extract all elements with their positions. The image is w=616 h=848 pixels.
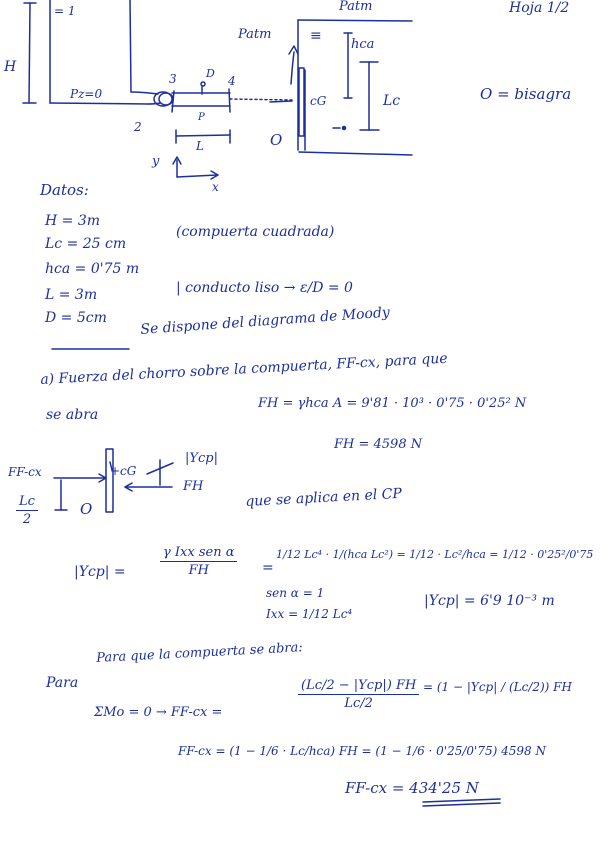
datos-line-Lc: Lc = 25 cm [45, 236, 127, 252]
tank-bottom [50, 103, 148, 104]
ycp-fraction [160, 546, 237, 577]
ixx-line: Ixx = 1/12 Lc⁴ [266, 607, 353, 621]
jet-line [230, 99, 292, 100]
fbd-ycp-label: |Ycp| [185, 451, 218, 466]
datos-heading: Datos: [40, 181, 89, 199]
datos-line-D: D = 5cm [45, 310, 107, 326]
fbd-cg-label: +cG [110, 464, 137, 478]
ycp-lhs: |Ycp| = [74, 564, 126, 580]
fbd-fh-label: FH [183, 479, 204, 494]
lc-figure-label: Lc [383, 93, 401, 109]
final-result: FF-cx = 434'25 N [345, 779, 479, 797]
result-underline-1 [423, 799, 500, 802]
datos-line-L: L = 3m [45, 287, 98, 303]
hca-figure-label: hca [351, 37, 375, 52]
moment-fraction [298, 679, 419, 710]
part-a-line-2: se abra [46, 407, 99, 423]
moment-numerator: (Lc/2 − |Ycp|) FH [298, 679, 419, 695]
pipe-length-label: L [196, 139, 204, 153]
smooth-pipe-note: | conducto liso → ε/D = 0 [176, 280, 353, 296]
gate-free-body [106, 449, 113, 512]
jet-force-formula: FF-cx = (1 − 1/6 · Lc/hca) FH = (1 − 1/6 · 0'25/0'75) 4598 N [178, 744, 546, 758]
datos-line-H: H = 3m [45, 213, 101, 229]
tank-right-wall [130, 0, 131, 92]
point-4-label: 4 [228, 74, 236, 88]
fbd-hinge-label: O [80, 500, 93, 518]
fh-equation: FH = γhca A = 9'81 · 10³ · 0'75 · 0'25² N [258, 396, 527, 411]
hinge-legend: O = bisagra [480, 85, 572, 103]
cg-figure-label: cG [310, 94, 327, 108]
gate-plate [299, 68, 304, 136]
moody-line: Se dispone del diagrama de Moody [139, 304, 391, 338]
datum-label: Pz=0 [70, 87, 103, 101]
right-tank-top [298, 20, 412, 21]
pipe-label: P [198, 112, 205, 123]
datos-line-hca: hca = 0'75 m [45, 261, 140, 277]
fh-value: FH = 4598 N [334, 437, 423, 452]
pipe-length-dimension [176, 135, 230, 136]
patm-top-label: Patm [339, 0, 373, 14]
x-axis [177, 175, 217, 177]
moment-rhs: = (1 − |Ycp| / (Lc/2)) FH [423, 680, 572, 694]
part-a-line-1: a) Fuerza del chorro sobre la compuerta, FF-cx, para que [39, 350, 448, 388]
hinge-o-label: O [270, 131, 283, 149]
ycp-numerator: γ Ixx sen α [160, 546, 237, 562]
ycp-eq-sign: = [262, 560, 274, 576]
result-underline-2 [423, 803, 500, 806]
ycp-denominator: FH [188, 563, 209, 578]
ycp-middle-expression: 1/12 Lc⁴ · 1/(hca Lc²) = 1/12 · Lc²/hca = 1/12 · 0'25²/0'75 [276, 548, 594, 561]
height-label: H [4, 59, 17, 75]
ycp-result: |Ycp| = 6'9 10⁻³ m [424, 593, 555, 609]
water-surface-symbol: ≡ [310, 28, 322, 44]
point-2-label: 2 [134, 120, 142, 134]
point-3-label: 3 [169, 72, 177, 86]
tank-level-label: = 1 [54, 4, 76, 18]
patm-left-label: Patm [238, 27, 272, 42]
sheet-label: Hoja 1/2 [509, 0, 570, 16]
fbd-lc-half-num: Lc [16, 495, 38, 511]
square-gate-note: (compuerta cuadrada) [176, 224, 335, 240]
diameter-label: D [206, 67, 215, 80]
x-axis-label: x [212, 180, 219, 194]
height-dimension-line [29, 3, 30, 103]
moment-lhs: ΣMo = 0 → FF-cx = [94, 705, 223, 720]
y-axis-label: y [152, 154, 160, 169]
para-word: Para [46, 675, 79, 691]
right-tank-bottom [299, 152, 412, 155]
fbd-lc-half-den: 2 [22, 512, 32, 527]
fbd-lc-half [16, 495, 38, 526]
sen-alpha-line: sen α = 1 [266, 586, 325, 600]
opening-condition-text: Para que la compuerta se abra: [95, 640, 304, 666]
fbd-jet-force-label: FF-cx [8, 465, 42, 479]
moment-denominator: Lc/2 [344, 696, 373, 711]
cp-application-text: que se aplica en el CP [244, 485, 403, 510]
